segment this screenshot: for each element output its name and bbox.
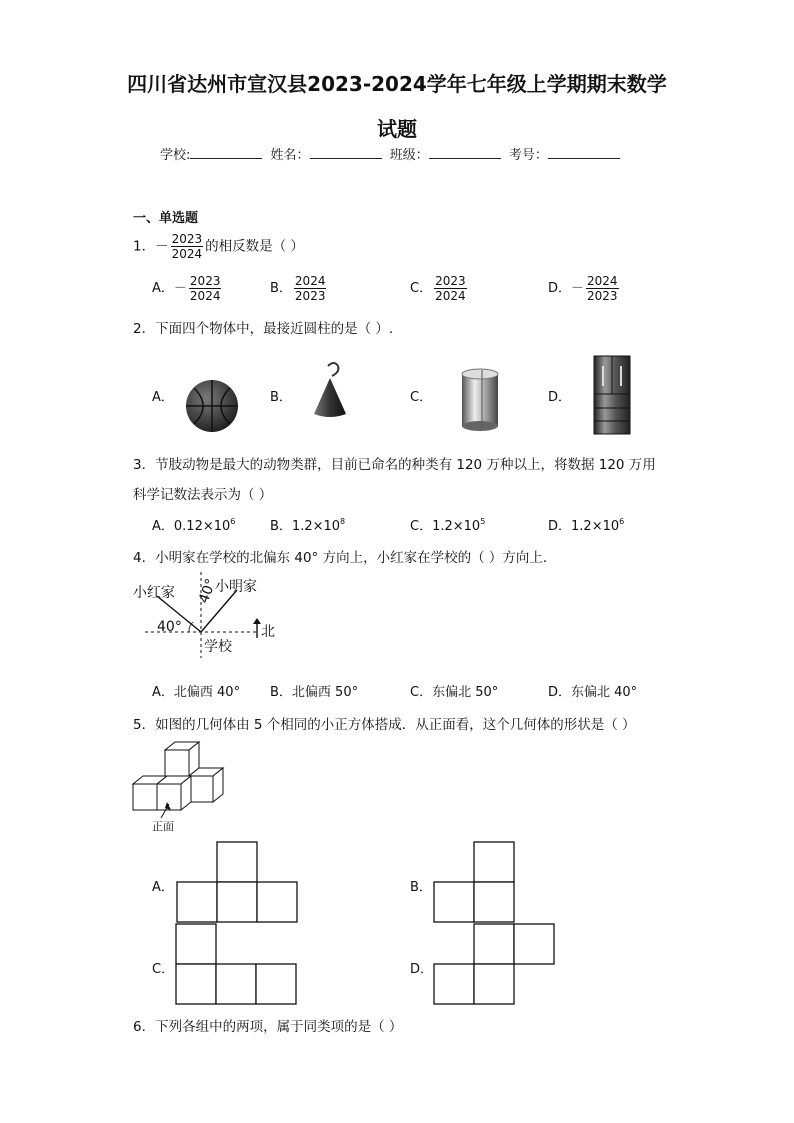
option-label: B． [270,519,292,534]
q5-option-c-label[interactable]: C． [152,962,175,977]
q3-option-c[interactable] [410,515,485,534]
north-label: 北 [261,624,275,640]
q2-option-a-label[interactable]: A． [152,390,174,405]
q1-option-a[interactable] [152,274,223,303]
q1-numerator: 2023 [171,232,203,246]
option-denominator: 2024 [189,289,221,303]
option-sign: － [571,281,585,296]
option-label: C． [410,519,433,534]
q1-fraction [171,232,204,261]
q2-option-d-label[interactable]: D． [548,390,572,405]
question-1 [133,232,304,261]
option-exponent: 5 [480,517,486,526]
option-base: 1.2×10 [571,519,620,534]
option-denominator: 2024 [435,289,466,303]
q5-option-b-figure [434,842,516,922]
q3-option-b[interactable] [270,515,345,534]
option-label: D． [548,281,572,296]
option-base: 1.2×10 [432,519,481,534]
option-label: A． [152,281,174,296]
school-blank [190,146,262,159]
option-fraction [294,274,327,303]
xiaohong-home-label: 小红家 [133,585,175,601]
option-base: 0.12×10 [173,519,231,534]
xiaoming-home-label: 小明家 [215,579,257,595]
option-fraction [189,274,222,303]
q5-option-b-label[interactable]: B． [410,880,432,895]
question-2: 2．下面四个物体中，最接近圆柱的是（ ）. [133,321,394,337]
option-fraction [434,274,467,303]
q1-minus: － [155,238,169,255]
option-exponent: 8 [340,517,346,526]
q5-option-d-label[interactable]: D． [410,962,434,977]
name-blank [310,146,382,159]
q4-option-d[interactable]: D．东偏北 40° [548,685,638,700]
q4-option-c[interactable]: C．东偏北 50° [410,685,499,700]
q4-option-b[interactable]: B．北偏西 50° [270,685,359,700]
cylinder-image [460,368,500,432]
name-label: 姓名： [270,148,310,163]
front-view-label: 正面 [152,820,174,833]
option-exponent: 6 [230,517,236,526]
section-heading: 一、单选题 [133,211,199,226]
option-numerator: 2023 [189,274,221,288]
number-label: 考号： [508,148,548,163]
q2-option-b-label[interactable]: B． [270,390,292,405]
option-exponent: 6 [619,517,625,526]
option-sign: － [173,281,187,296]
class-label: 班级： [389,148,429,163]
option-numerator: 2023 [435,274,466,288]
option-numerator: 2024 [587,274,618,288]
cube-stack-figure [133,740,233,820]
q5-option-c-figure [176,924,298,1004]
question-3-line2: 科学记数法表示为（ ） [133,487,273,503]
q1-text: 的相反数是（ ） [205,238,304,255]
q4-option-a[interactable]: A．北偏西 40° [152,685,241,700]
q5-option-a-figure [177,842,299,922]
option-label: B． [270,281,292,296]
option-label: D． [548,519,572,534]
cone-image [310,360,350,420]
option-numerator: 2024 [294,274,326,288]
basketball-image [184,378,240,434]
q3-option-a[interactable] [152,515,235,534]
option-denominator: 2023 [294,289,326,303]
angle-label-west: 40° [157,619,182,635]
number-blank [548,146,620,159]
question-6: 6．下列各组中的两项，属于同类项的是（ ） [133,1019,403,1035]
option-base: 1.2×10 [291,519,341,534]
refrigerator-image [592,354,632,436]
q3-option-d[interactable] [548,515,624,534]
angle-label-north: 40° [196,576,220,606]
q1-option-d[interactable] [548,274,621,303]
option-label: C． [410,281,433,296]
q1-option-b[interactable] [270,274,328,303]
question-5: 5．如图的几何体由 5 个相同的小正方体搭成．从正面看，这个几何体的形状是（ ） [133,717,636,733]
question-4: 4．小明家在学校的北偏东 40° 方向上，小红家在学校的（ ）方向上． [133,550,557,566]
page-title: 四川省达州市宣汉县2023-2024学年七年级上学期期末数学 [127,72,667,96]
q2-option-c-label[interactable]: C． [410,390,433,405]
q5-option-d-figure [434,924,556,1004]
student-info-fields [160,144,624,163]
school-label: 学校: [160,148,191,163]
option-denominator: 2023 [587,289,618,303]
q1-number: 1． [133,238,156,255]
school-label: 学校 [204,639,232,655]
question-3-line1: 3．节肢动物是最大的动物类群，目前已命名的种类有 120 万种以上，将数据 120 万用 [133,457,656,473]
page-title-line2: 试题 [377,117,417,141]
option-fraction [586,274,619,303]
class-blank [429,146,501,159]
option-label: A． [152,519,174,534]
q1-option-c[interactable] [410,274,469,303]
q1-denominator: 2024 [171,247,203,261]
q5-option-a-label[interactable]: A． [152,880,174,895]
